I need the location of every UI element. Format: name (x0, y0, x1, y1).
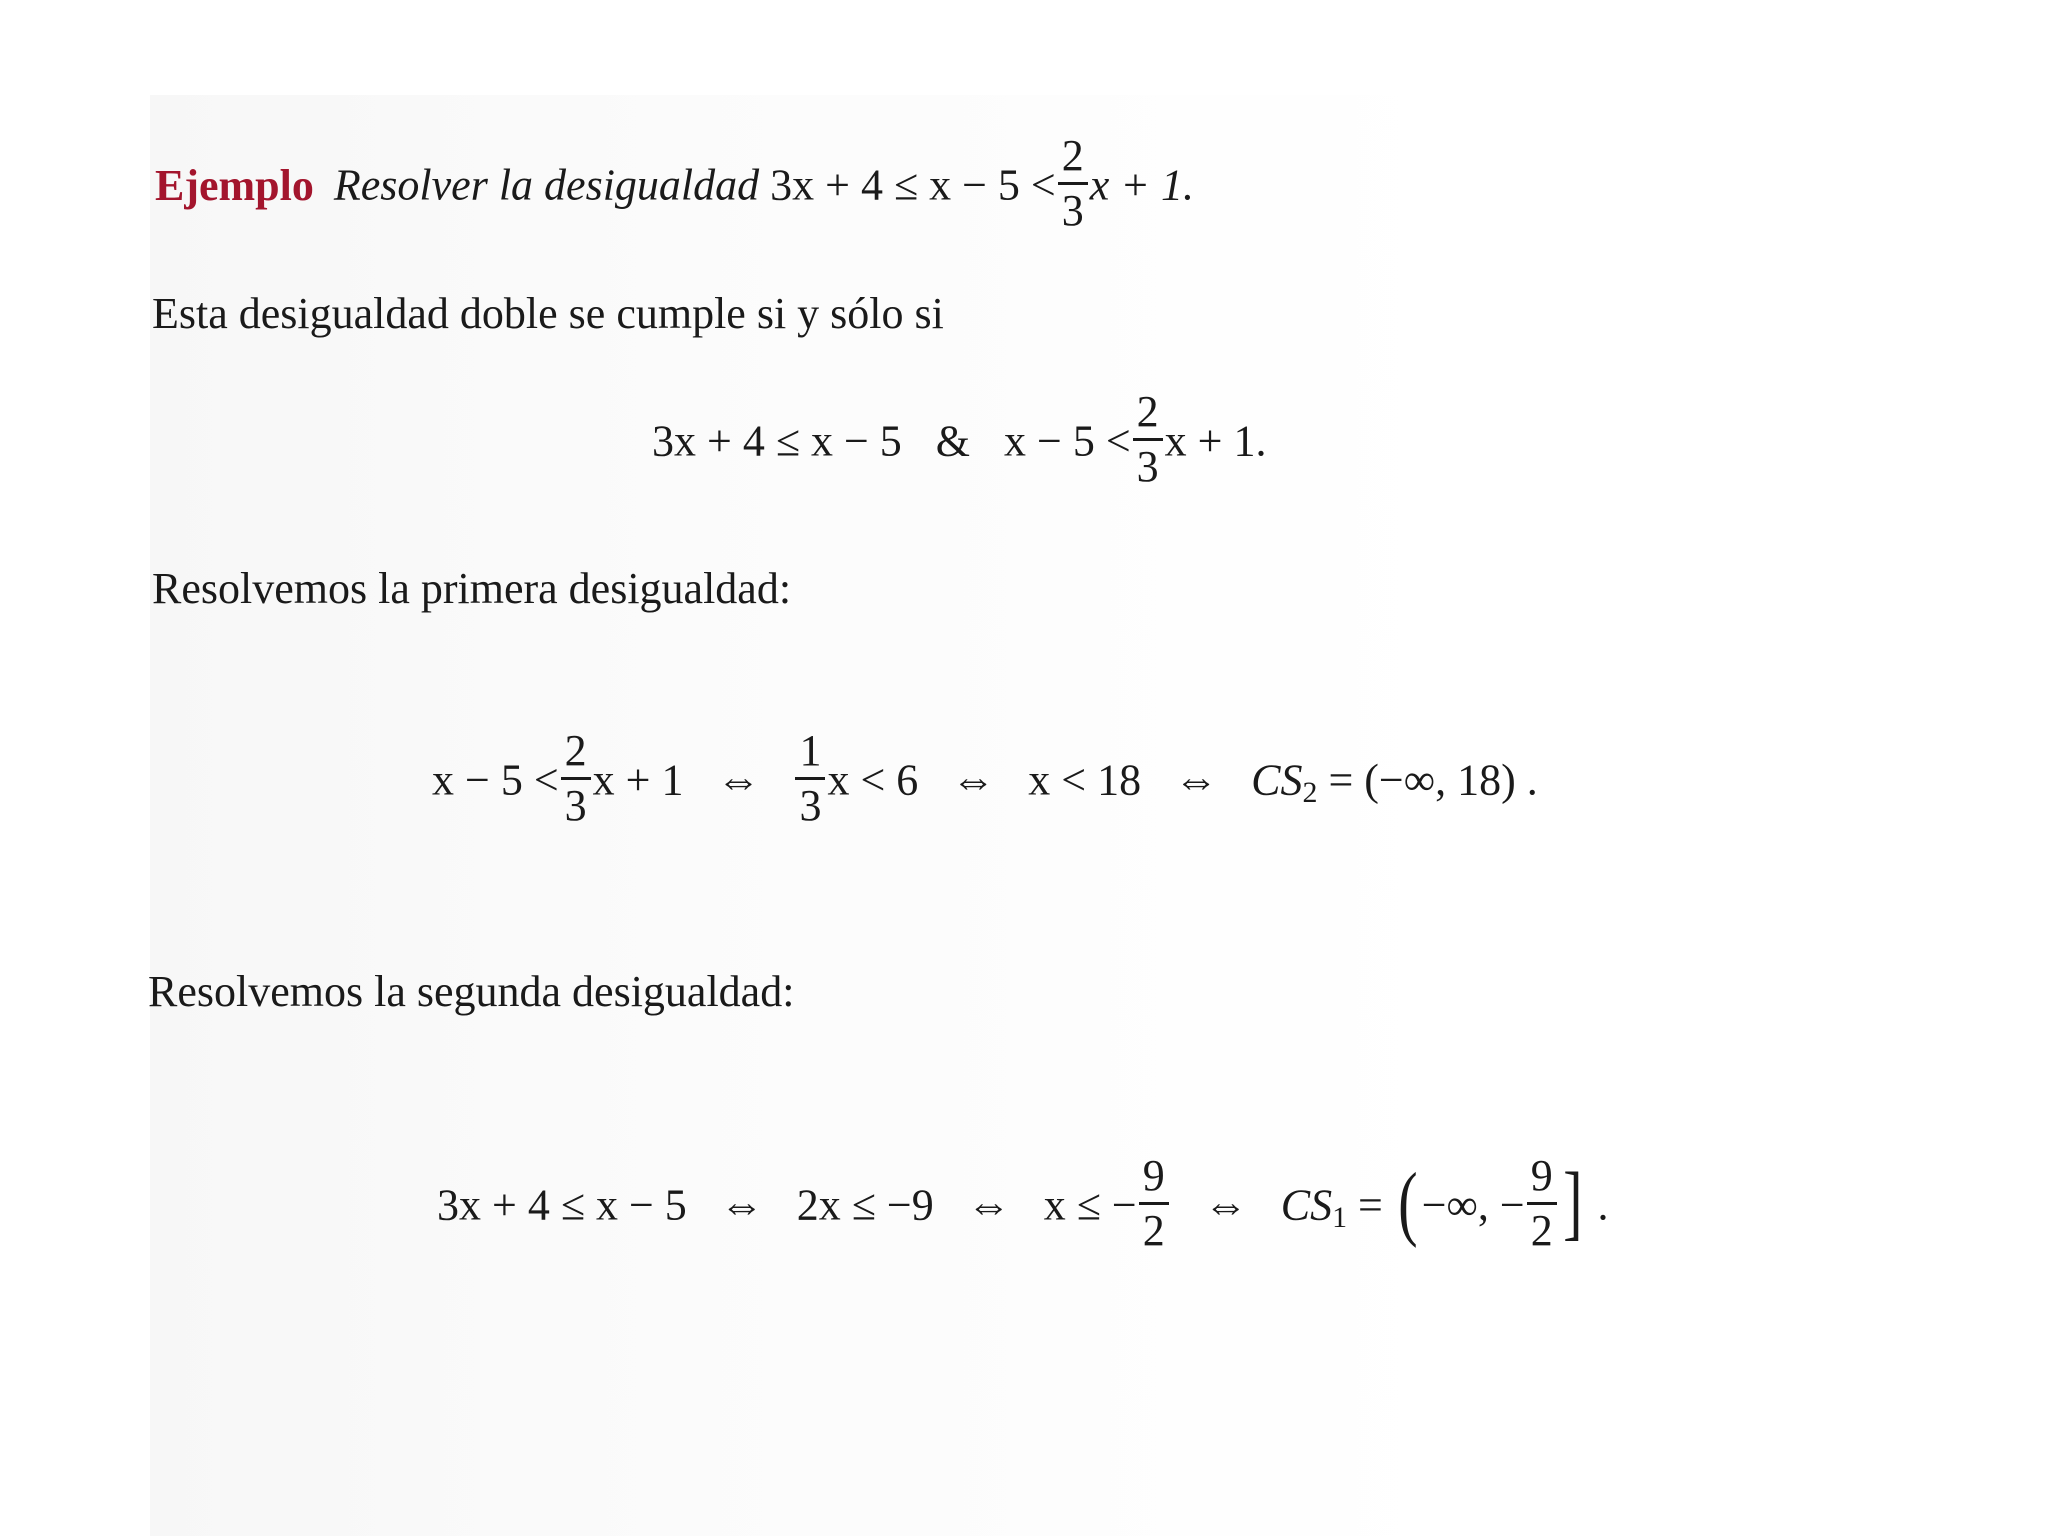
equation-3-step-1: 3x + 4 ≤ x − 5 (437, 1180, 687, 1230)
equation-2-step-2-right: x < 6 (827, 755, 919, 805)
example-statement (155, 131, 1194, 239)
equation-first-solution (432, 726, 1538, 834)
fraction-denominator: 2 (1139, 1202, 1169, 1253)
solution-set-subscript: 1 (1332, 1201, 1348, 1235)
equation-2-step-3: x < 18 (1028, 755, 1142, 805)
equation-2-step-1-right: x + 1 (592, 755, 684, 805)
equation-split (652, 387, 1267, 495)
equation-1-connector: & (935, 416, 971, 466)
fraction-denominator: 3 (795, 777, 825, 828)
fraction-numerator: 2 (1061, 131, 1084, 180)
example-label: Ejemplo (155, 160, 314, 210)
equation-1-part-a: 3x + 4 ≤ x − 5 (652, 416, 902, 466)
solution-set-value: = (−∞, 18) . (1328, 755, 1538, 805)
example-statement-text: Resolver la desigualdad (333, 160, 760, 210)
equation-3-fraction-1 (1139, 1151, 1169, 1255)
iff-symbol: ⇔ (966, 1180, 1011, 1230)
solution-set-subscript: 2 (1302, 776, 1318, 810)
close-bracket: ] (1562, 1156, 1583, 1249)
equation-1-part-b-left: x − 5 < (1004, 416, 1131, 466)
fraction-numerator: 9 (1530, 1151, 1553, 1200)
fraction-denominator: 3 (561, 777, 591, 828)
paragraph-second-inequality: Resolvemos la segunda desigualdad: (148, 967, 795, 1016)
fraction-numerator: 2 (564, 726, 587, 775)
fraction-numerator: 1 (799, 726, 822, 775)
fraction-denominator: 2 (1527, 1202, 1557, 1253)
equation-3-step-2: 2x ≤ −9 (796, 1180, 934, 1230)
example-expr-left: 3x + 4 ≤ x − 5 < (770, 160, 1056, 210)
paragraph-condition: Esta desigualdad doble se cumple si y sólo si (152, 289, 944, 338)
iff-symbol: ⇔ (1203, 1180, 1248, 1230)
paragraph-first-inequality: Resolvemos la primera desigualdad: (152, 564, 792, 613)
iff-symbol: ⇔ (951, 755, 996, 805)
equation-2-fraction-2 (795, 726, 825, 830)
equation-end-period: . (1597, 1180, 1609, 1230)
solution-set-label: CS (1280, 1180, 1333, 1230)
equation-2-step-1-left: x − 5 < (432, 755, 559, 805)
example-fraction (1058, 131, 1088, 235)
equation-1-part-b-right: x + 1. (1164, 416, 1267, 466)
fraction-numerator: 9 (1142, 1151, 1165, 1200)
equals-sign: = (1358, 1180, 1383, 1230)
interval-left: −∞, − (1421, 1180, 1525, 1230)
equation-2-fraction-1 (561, 726, 591, 830)
solution-set-label: CS (1251, 755, 1303, 805)
example-expr-right: x + 1. (1089, 160, 1194, 210)
equation-second-solution (437, 1151, 1609, 1259)
equation-1-fraction (1133, 387, 1163, 491)
fraction-numerator: 2 (1136, 387, 1159, 436)
iff-symbol: ⇔ (716, 755, 761, 805)
iff-symbol: ⇔ (1174, 755, 1219, 805)
equation-3-fraction-2 (1527, 1151, 1557, 1255)
equation-3-step-3-left: x ≤ − (1043, 1180, 1137, 1230)
open-parenthesis: ( (1398, 1156, 1418, 1249)
fraction-denominator: 3 (1133, 438, 1163, 489)
iff-symbol: ⇔ (719, 1180, 764, 1230)
fraction-denominator: 3 (1058, 182, 1088, 233)
